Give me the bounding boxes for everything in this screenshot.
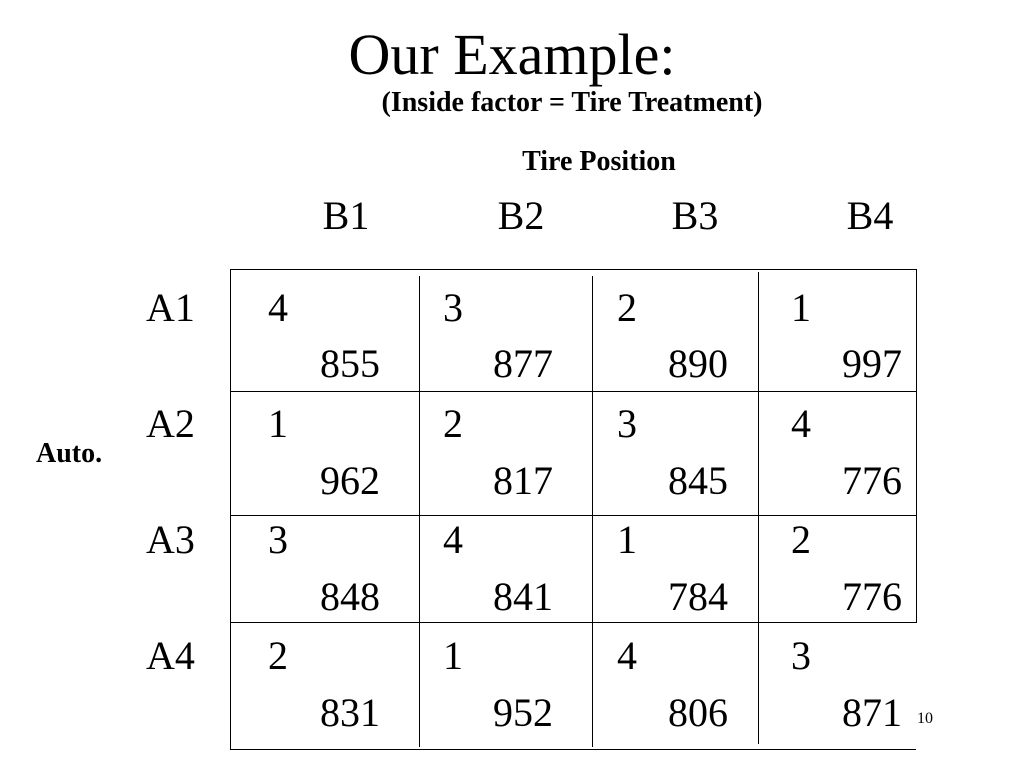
treatment-a4-b1: 2 — [268, 633, 288, 678]
response-a2-b3: 845 — [668, 458, 728, 503]
treatment-a4-b4: 3 — [791, 633, 811, 678]
row-header-a1: A1 — [146, 285, 195, 330]
grid-line-col-2 — [592, 276, 593, 747]
response-a1-b1: 855 — [320, 341, 380, 386]
response-a3-b3: 784 — [668, 574, 728, 619]
treatment-a3-b2: 4 — [443, 517, 463, 562]
row-header-a2: A2 — [146, 401, 195, 446]
grid-line-row-1 — [230, 391, 916, 392]
response-a1-b2: 877 — [493, 341, 553, 386]
treatment-a3-b4: 2 — [791, 517, 811, 562]
treatment-a1-b1: 4 — [268, 285, 288, 330]
column-header-b3: B3 — [671, 193, 719, 238]
response-a1-b3: 890 — [668, 341, 728, 386]
grid-line-top — [230, 269, 916, 270]
response-a3-b4: 776 — [842, 574, 902, 619]
grid-line-col-3 — [758, 272, 759, 744]
column-header-b4: B4 — [846, 193, 894, 238]
treatment-a1-b4: 1 — [791, 285, 811, 330]
column-header-b2: B2 — [497, 193, 545, 238]
treatment-a2-b3: 3 — [617, 401, 637, 446]
response-a2-b1: 962 — [320, 458, 380, 503]
response-a3-b2: 841 — [493, 574, 553, 619]
slide-title: Our Example: — [348, 22, 676, 87]
grid-line-row-2 — [230, 515, 916, 516]
response-a2-b2: 817 — [493, 458, 553, 503]
grid-line-left — [230, 269, 231, 750]
response-a3-b1: 848 — [320, 574, 380, 619]
response-a4-b1: 831 — [320, 690, 380, 735]
grid-line-row-3 — [230, 622, 916, 623]
column-header-b1: B1 — [322, 193, 370, 238]
grid-line-right — [916, 269, 917, 623]
row-factor-label: Auto. — [36, 438, 103, 469]
response-a4-b2: 952 — [493, 690, 553, 735]
treatment-a1-b3: 2 — [617, 285, 637, 330]
treatment-a3-b1: 3 — [268, 517, 288, 562]
treatment-a4-b3: 4 — [617, 633, 637, 678]
row-header-a4: A4 — [146, 633, 195, 678]
treatment-a3-b3: 1 — [617, 517, 637, 562]
response-a2-b4: 776 — [842, 458, 902, 503]
treatment-a1-b2: 3 — [443, 285, 463, 330]
response-a4-b4: 871 — [842, 690, 902, 735]
grid-line-col-1 — [419, 276, 420, 747]
slide-subtitle: (Inside factor = Tire Treatment) — [381, 87, 763, 118]
column-factor-label: Tire Position — [522, 146, 676, 177]
row-header-a3: A3 — [146, 517, 195, 562]
response-a1-b4: 997 — [842, 341, 902, 386]
treatment-a4-b2: 1 — [443, 633, 463, 678]
response-a4-b3: 806 — [668, 690, 728, 735]
treatment-a2-b4: 4 — [791, 401, 811, 446]
treatment-a2-b2: 2 — [443, 401, 463, 446]
grid-line-bottom — [230, 749, 916, 750]
treatment-a2-b1: 1 — [268, 401, 288, 446]
page-number: 10 — [917, 710, 933, 727]
